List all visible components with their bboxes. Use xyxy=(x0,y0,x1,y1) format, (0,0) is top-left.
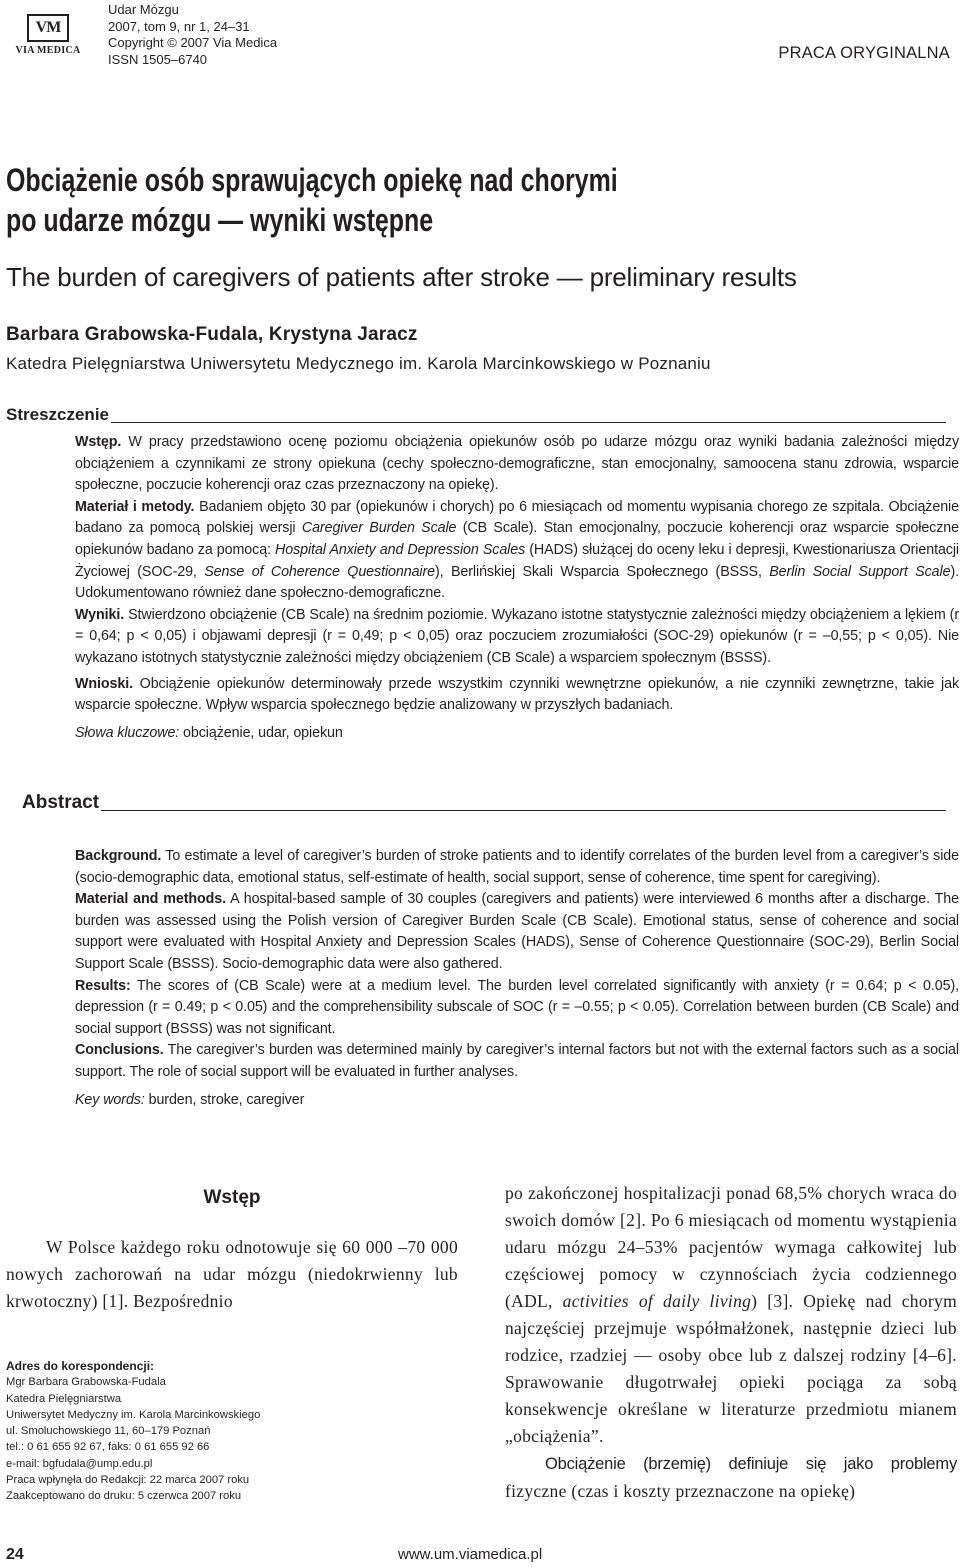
correspondence-line: Praca wpłynęła do Redakcji: 22 marca 2007 roku xyxy=(6,1474,250,1487)
streszczenie-heading xyxy=(6,405,946,425)
left-paragraph-container xyxy=(6,1234,458,1315)
correspondence-line: Uniwersytet Medyczny im. Karola Marcinkowskiego xyxy=(6,1408,261,1421)
right-paragraph-2 xyxy=(505,1450,957,1505)
text-background: To estimate a level of caregiver’s burden of stroke patients and to identify correlates of the burden level from a caregiver’s side (socio-demographic data, emotional status, self-estimate of health, social support, sense of coherence, time spent for caregiving). xyxy=(75,848,959,886)
text-wyniki: Stwierdzono obciążenie (CB Scale) na średnim poziomie. Wykazano istotne statystycznie zależności między obciążeniem a lękiem (r = 0,64; p < 0,05) i objawami depresji (r = 0,49; p < 0,05) oraz poczuciem zrozumiałości (SOC-29) opiekunów (r = –0,55; p < 0,05). Nie wykazano istotnych statystycznie zależności między obciążeniem (CB Scale) a wsparciem społecznym (BSSS). xyxy=(75,606,959,666)
publisher-logo xyxy=(10,14,86,56)
page-number: 24 xyxy=(6,1546,24,1563)
streszczenie-material xyxy=(75,497,959,605)
label-material: Materiał i metody. xyxy=(75,498,195,515)
streszczenie-wstep xyxy=(75,432,959,497)
journal-info xyxy=(108,2,277,68)
streszczenie-body xyxy=(75,432,959,744)
abstract-results xyxy=(75,976,959,1041)
abstract-heading-label: Abstract xyxy=(22,792,100,813)
label-wnioski: Wnioski. xyxy=(75,675,133,692)
correspondence-line: Zaakceptowano do druku: 5 czerwca 2007 roku xyxy=(6,1490,242,1503)
label-wyniki: Wyniki. xyxy=(75,606,125,623)
text-results: The scores of (CB Scale) were at a medium level. The burden level correlated significantly with anxiety (r = 0.64; p < 0.05), depression (r = 0.49; p < 0.05) and the comprehensibility subscale of SOC (r = –0.55; p < 0.05). Correlation between burden (CB Scale) and social support (BSSS) was not significant. xyxy=(75,977,959,1037)
label-keywords-en: Key words: xyxy=(75,1091,145,1108)
text-keywords-pl: obciążenie, udar, opiekun xyxy=(179,724,343,741)
title-polish-line-2: po udarze mózgu — wyniki wstępne xyxy=(6,202,434,238)
ital-material-4: Berlin Social Support Scale xyxy=(769,563,951,580)
abstract-body xyxy=(75,846,959,1111)
ital-material-1: Caregiver Burden Scale xyxy=(301,520,457,537)
vm-logo-icon: VM xyxy=(27,14,69,42)
affiliation: Katedra Pielęgniarstwa Uniwersytetu Medycznego im. Karola Marcinkowskiego w Poznaniu xyxy=(6,354,711,373)
heading-rule xyxy=(111,422,946,423)
ital-material-2: Hospital Anxiety and Depression Scales xyxy=(275,541,526,558)
paper-type-label: PRACA ORYGINALNA xyxy=(778,44,950,62)
title-english: The burden of caregivers of patients after stroke — preliminary results xyxy=(6,262,797,292)
left-paragraph: W Polsce każdego roku odnotowuje się 60 000 –70 000 nowych zachorowań na udar mózgu (niedokrwienny lub krwotoczny) [1]. Bezpośrednio xyxy=(6,1237,458,1311)
streszczenie-wyniki xyxy=(75,605,959,670)
publisher-name: VIA MEDICA xyxy=(15,45,81,56)
abstract-background xyxy=(75,846,959,889)
correspondence-line: Katedra Pielęgniarstwa xyxy=(6,1392,122,1405)
title-polish xyxy=(6,160,946,240)
correspondence-email: e-mail: bgfudala@ump.edu.pl xyxy=(6,1457,153,1470)
correspondence-box xyxy=(6,1358,446,1505)
journal-issn: ISSN 1505–6740 xyxy=(108,51,208,67)
journal-copyright: Copyright © 2007 Via Medica xyxy=(108,35,278,50)
right-p1-text-2: ) [3]. Opiekę nad chorym najczęściej przejmuje współmałżonek, następnie dzieci lub rodzice, rzadziej — osoby obce lub z dalszej rodziny [4–6]. Sprawowanie długotrwałej opieki pociąga za sobą konsekwencje określane w literaturze przedmiotu mianem „obciążenia”. xyxy=(505,1291,957,1446)
text-wstep: W pracy przedstawiono ocenę poziomu obciążenia opiekunów osób po udarze mózgu oraz wyniki badania zależności między obciążeniem a czynnikami ze strony opiekuna (cechy społeczno-demograficzne, stan emocjonalny, samoocena stanu zdrowia, wsparcie społeczne, poczucie koherencji oraz czas przeznaczony na opiekę). xyxy=(75,434,959,494)
abstract-conclusions xyxy=(75,1040,959,1083)
abstract-methods xyxy=(75,889,959,975)
streszczenie-heading-label: Streszczenie xyxy=(6,405,109,424)
text-keywords-en: burden, stroke, caregiver xyxy=(144,1091,305,1108)
footer-url-link[interactable]: www.um.viamedica.pl xyxy=(398,1546,543,1563)
correspondence-heading: Adres do korespondencji: xyxy=(6,1359,155,1373)
right-p2-text: fizyczne (czas i koszty przeznaczone na opiekę) xyxy=(505,1481,856,1501)
abstract-keywords xyxy=(75,1090,959,1112)
label-wstep: Wstęp. xyxy=(75,434,122,450)
streszczenie-wnioski xyxy=(75,674,959,717)
abstract-heading xyxy=(22,793,946,813)
text-conclusions: The caregiver’s burden was determined mainly by caregiver’s internal factors but not with the external factors such as a social support. The role of social support will be evaluated in further analyses. xyxy=(75,1042,959,1080)
label-keywords-pl: Słowa kluczowe: xyxy=(75,724,180,741)
heading-rule xyxy=(101,810,946,811)
text-wnioski: Obciążenie opiekunów determinowały przede wszystkim czynniki wewnętrzne opiekunów, a nie czynniki zewnętrzne, takie jak wsparcie społeczne. Wpływ wsparcia społecznego będzie analizowany w przyszłych badaniach. xyxy=(75,675,959,714)
label-conclusions: Conclusions. xyxy=(75,1042,164,1059)
streszczenie-keywords xyxy=(75,723,959,745)
label-methods: Material and methods. xyxy=(75,891,226,908)
ital-material-3: Sense of Coherence Questionnaire xyxy=(204,563,436,580)
text-material-2: (CB Scale). Stan emocjonalny, poczucie koherencji oraz wsparcie społeczne opiekunów badano za pomocą: xyxy=(75,520,959,558)
text-material-3: (HADS) służącej do oceny leku i depresji, Kwestionariusza Orientacji Życiowej (SOC-29, xyxy=(75,541,959,580)
right-p1-italic: activities of daily living xyxy=(562,1291,752,1311)
right-p2-span: Obciążenie (brzemię) definiuje się jako problemy xyxy=(545,1455,957,1473)
correspondence-line: Mgr Barbara Grabowska-Fudala xyxy=(6,1376,166,1389)
body-right-column xyxy=(505,1180,957,1505)
journal-name: Udar Mózgu xyxy=(108,2,179,17)
right-paragraph-1 xyxy=(505,1180,957,1450)
body-left-column xyxy=(6,1186,458,1315)
label-results: Results: xyxy=(75,977,131,994)
authors: Barbara Grabowska-Fudala, Krystyna Jaracz xyxy=(6,324,418,345)
section-title-wstep: Wstęp xyxy=(203,1187,261,1208)
label-background: Background. xyxy=(75,848,162,864)
title-polish-line-1: Obciążenie osób sprawujących opiekę nad chorymi xyxy=(6,162,618,198)
text-material-1: Badaniem objęto 30 par (opiekunów i chorych) po 6 miesiącach od momentu wypisania chorego ze szpitala. Obciążenie badano za pomocą polskiej wersji xyxy=(75,498,959,537)
correspondence-line: ul. Smoluchowskiego 11, 60–179 Poznań xyxy=(6,1425,211,1438)
text-material-5: ). Udokumentowano również dane społeczno-demograficzne. xyxy=(75,563,959,602)
right-p1-text-1: po zakończonej hospitalizacji ponad 68,5% chorych wraca do swoich domów [2]. Po 6 miesiącach od momentu wystąpienia udaru mózgu 24–53% pacjentów wymaga całkowitej lub częściowej pomocy w czynnościach życia codziennego (ADL, xyxy=(505,1183,957,1311)
correspondence-line: tel.: 0 61 655 92 67, faks: 0 61 655 92 66 xyxy=(6,1441,210,1454)
text-material-4: ), Berlińskiej Skali Wsparcia Społecznego (BSSS, xyxy=(435,563,770,580)
text-methods: A hospital-based sample of 30 couples (caregivers and patients) were interviewed 6 months after a discharge. The burden was assessed using the Polish version of Caregiver Burden Scale (CB Scale). Emotional status, sense of coherence and social support were evaluated with Hospital Anxiety and Depression Scales (HADS), Sense of Coherence Questionnaire (SOC-29), Berlin Social Support Scale (BSSS). Socio-demographic data were also gathered. xyxy=(75,891,959,972)
journal-issue: 2007, tom 9, nr 1, 24–31 xyxy=(108,18,250,34)
